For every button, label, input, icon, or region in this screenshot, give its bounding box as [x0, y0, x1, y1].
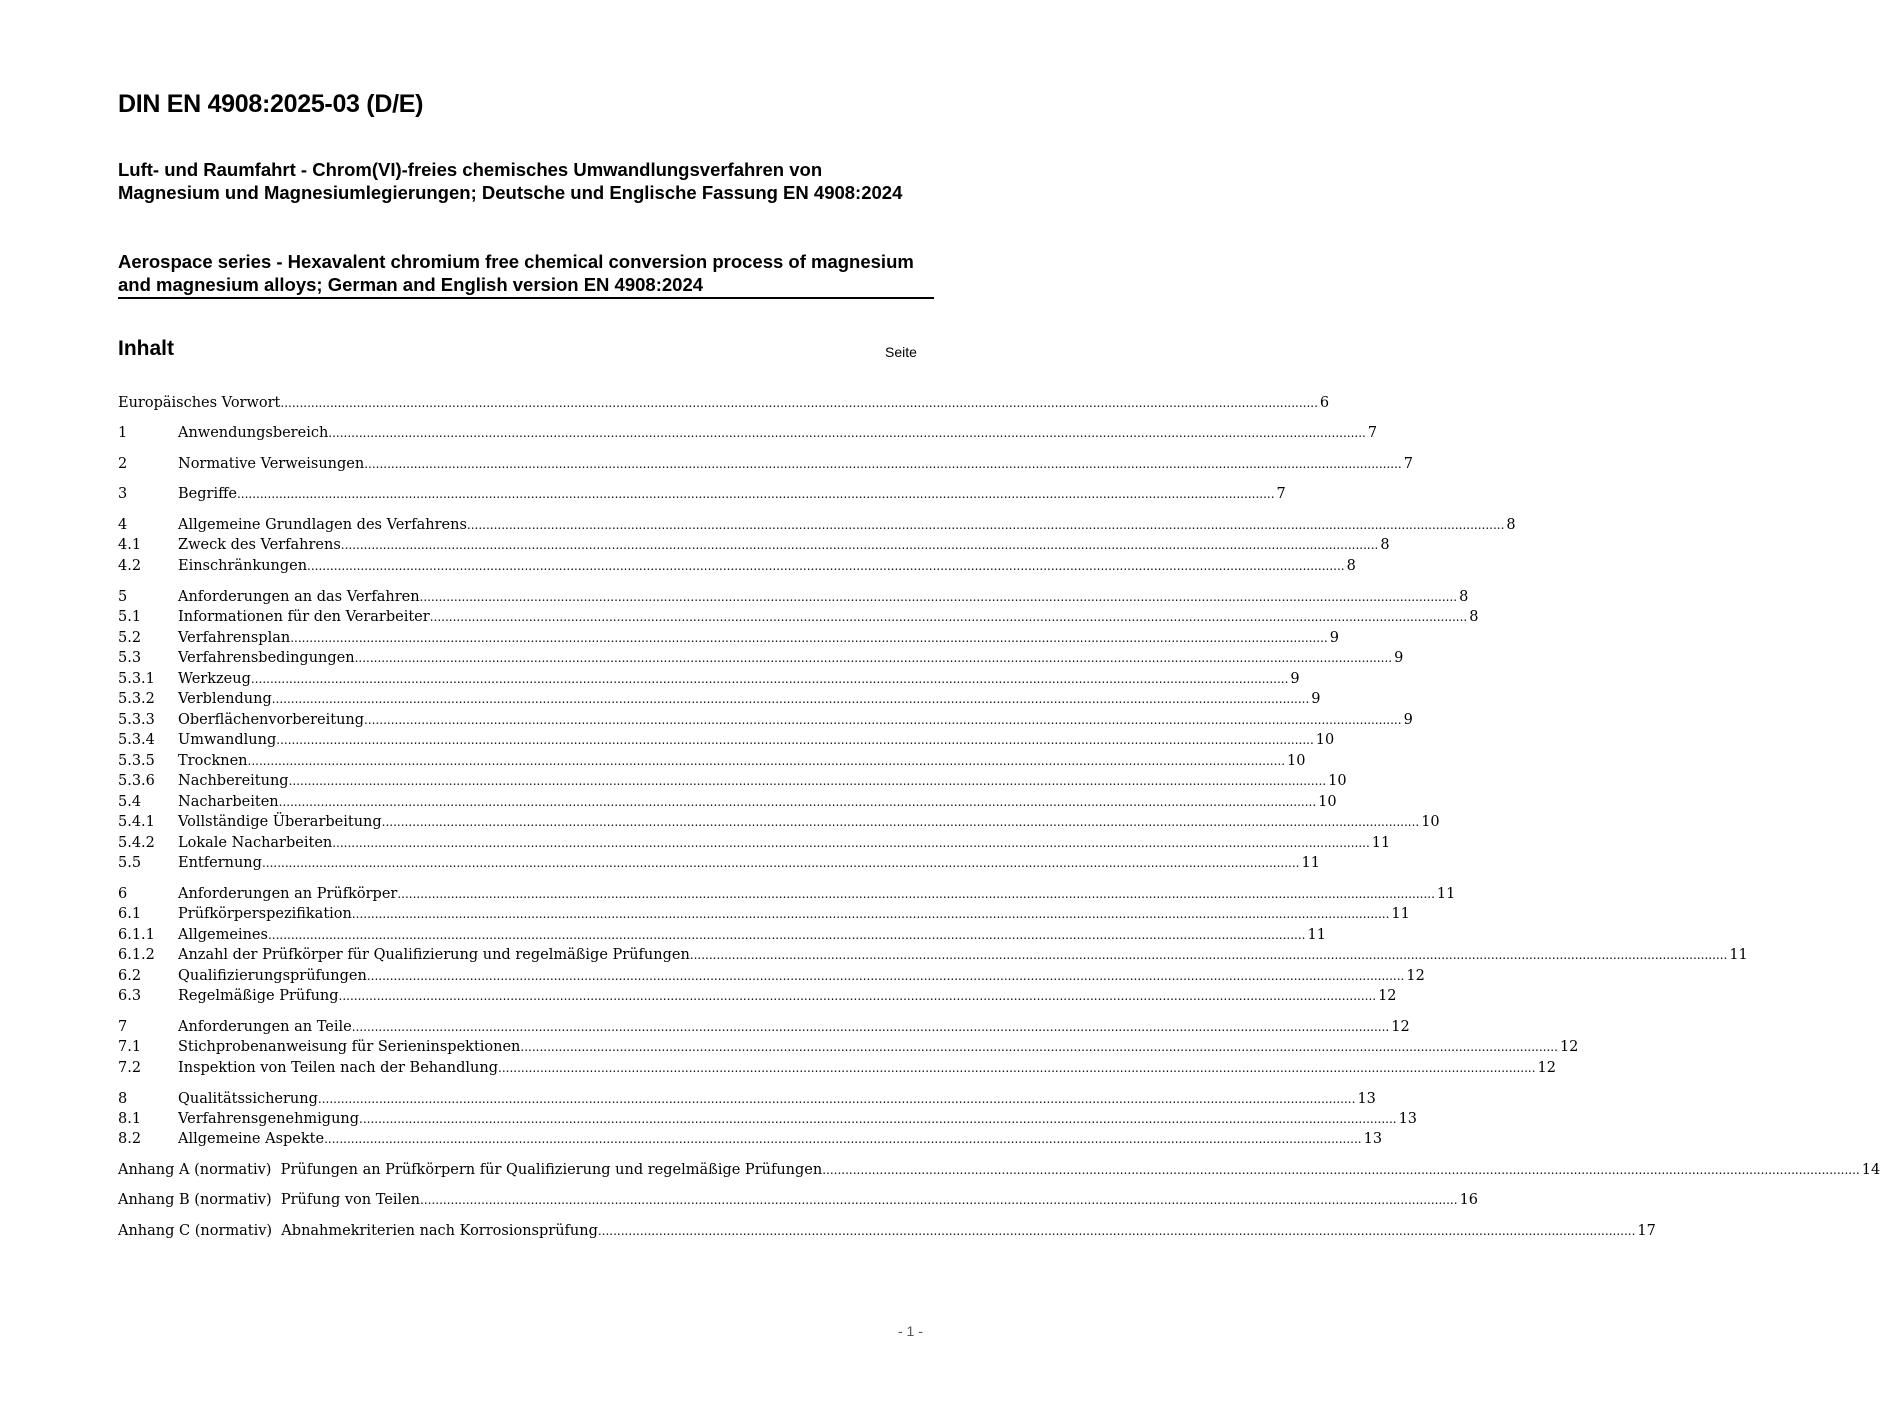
toc-entry-page: 17 [1637, 1223, 1656, 1239]
toc-entry-number: 7.1 [118, 1039, 142, 1055]
toc-entry-title: Anhang B (normativ) Prüfung von Teilen [118, 1192, 421, 1208]
toc-dot-leader [352, 904, 1390, 924]
toc-entry-number: 1 [118, 425, 128, 441]
toc-entry-page: 11 [1307, 927, 1326, 943]
toc-entry-page: 11 [1391, 906, 1410, 922]
toc-entry[interactable] [118, 1109, 1418, 1129]
toc-entry-page: 9 [1329, 630, 1339, 646]
toc-entry-title: Verfahrensbedingungen [178, 650, 355, 666]
toc-entry[interactable] [118, 925, 1326, 945]
toc-entry[interactable] [118, 556, 1356, 576]
toc-entry[interactable] [118, 689, 1321, 709]
toc-entry-title: Allgemeine Aspekte [178, 1131, 325, 1147]
toc-entry[interactable] [118, 393, 1330, 413]
toc-entry[interactable] [118, 535, 1390, 555]
toc-dot-leader [280, 393, 1318, 413]
toc-entry-number: 6 [118, 886, 128, 902]
toc-entry-page: 8 [1506, 517, 1516, 533]
toc-dot-leader [237, 484, 1275, 504]
toc-dot-leader [364, 710, 1402, 730]
toc-dot-leader [690, 945, 1728, 965]
toc-entry-page: 16 [1459, 1192, 1479, 1208]
toc-dot-leader [355, 648, 1393, 668]
title-english: Aerospace series - Hexavalent chromium free chemical conversion process of magnesium and magnesium alloys; German and English version EN 4908:2024 [118, 251, 914, 295]
toc-entry-title: Vollständige Überarbeitung [178, 814, 382, 830]
toc-entry[interactable] [118, 904, 1410, 924]
toc-entry-title: Normative Verweisungen [178, 456, 365, 472]
toc-entry-title: Verblendung [178, 691, 272, 707]
toc-entry[interactable] [118, 628, 1339, 648]
toc-entry-title: Qualitätssicherung [178, 1091, 318, 1107]
toc-dot-leader [341, 535, 1379, 555]
toc-entry-page: 14 [1861, 1162, 1880, 1178]
toc-entry-title: Informationen für den Verarbeiter [178, 609, 430, 625]
toc-entry[interactable] [118, 812, 1440, 832]
toc-dot-leader [430, 607, 1468, 627]
toc-dot-leader [364, 454, 1402, 474]
toc-entry-page: 10 [1328, 773, 1347, 789]
toc-entry[interactable] [118, 771, 1347, 791]
toc-entry-number: 5.2 [118, 630, 142, 646]
toc-entry[interactable] [118, 966, 1425, 986]
toc-entry-number: 5.3.3 [118, 712, 155, 728]
toc-dot-leader [307, 556, 1345, 576]
toc-dot-leader [397, 884, 1435, 904]
toc-dot-leader [420, 1190, 1458, 1210]
toc-entry-title: Trocknen [178, 753, 248, 769]
toc-entry[interactable] [118, 1017, 1410, 1037]
toc-entry-number: 6.2 [118, 968, 142, 984]
toc-entry-page: 12 [1378, 988, 1397, 1004]
toc-entry[interactable] [118, 884, 1456, 904]
toc-entry-page: 9 [1403, 712, 1413, 728]
toc-entry-number: 7 [118, 1019, 128, 1035]
toc-entry[interactable] [118, 710, 1413, 730]
toc-dot-leader [328, 423, 1366, 443]
toc-entry-number: 5.5 [118, 855, 142, 871]
toc-entry-title: Anforderungen an Teile [178, 1019, 352, 1035]
toc-entry-number: 3 [118, 486, 128, 502]
toc-entry-number: 5.4.1 [118, 814, 155, 830]
toc-entry[interactable] [118, 648, 1404, 668]
toc-entry-page: 13 [1398, 1111, 1418, 1127]
toc-entry-number: 5 [118, 589, 128, 605]
title-divider [118, 297, 934, 299]
toc-entry-title: Verfahrensgenehmigung [178, 1111, 360, 1127]
toc-entry-page: 7 [1276, 486, 1286, 502]
toc-entry-title: Anforderungen an das Verfahren [178, 589, 420, 605]
toc-entry-title: Oberflächenvorbereitung [178, 712, 365, 728]
toc-dot-leader [598, 1221, 1636, 1241]
toc-entry-title: Zweck des Verfahrens [178, 537, 341, 553]
toc-entry-number: 5.1 [118, 609, 142, 625]
toc-entry-number: 5.3.4 [118, 732, 155, 748]
toc-entry[interactable] [118, 669, 1300, 689]
toc-entry-title: Anforderungen an Prüfkörper [178, 886, 398, 902]
toc-entry-page: 10 [1315, 732, 1335, 748]
toc-entry-title: Europäisches Vorwort [118, 395, 281, 411]
toc-dot-leader [822, 1160, 1860, 1180]
toc-entry-number: 8.1 [118, 1111, 142, 1127]
toc-dot-leader [332, 833, 1370, 853]
toc-dot-leader [262, 853, 1300, 873]
toc-entry-page: 8 [1469, 609, 1479, 625]
toc-dot-leader [420, 587, 1458, 607]
toc-entry-page: 9 [1290, 671, 1300, 687]
toc-entry-page: 7 [1403, 456, 1413, 472]
toc-entry-page: 12 [1559, 1039, 1579, 1055]
toc-entry[interactable] [118, 607, 1479, 627]
toc-entry-title: Lokale Nacharbeiten [178, 835, 333, 851]
toc-entry-number: 8.2 [118, 1131, 142, 1147]
toc-dot-leader [367, 966, 1405, 986]
toc-dot-leader [289, 771, 1327, 791]
toc-entry-number: 4 [118, 517, 128, 533]
toc-entry-page: 11 [1729, 947, 1748, 963]
toc-entry-number: 6.1.1 [118, 927, 155, 943]
toc-dot-leader [251, 669, 1289, 689]
toc-entry-page: 7 [1367, 425, 1378, 441]
toc-entry-page: 11 [1436, 886, 1456, 902]
toc-entry[interactable] [118, 730, 1335, 750]
toc-entry-title: Umwandlung [178, 732, 277, 748]
toc-entry-title: Prüfkörperspezifikation [178, 906, 352, 922]
toc-heading: Inhalt [118, 337, 174, 360]
toc-entry[interactable] [118, 945, 1748, 965]
toc-entry-page: 9 [1394, 650, 1404, 666]
toc-entry-number: 7.2 [118, 1060, 142, 1076]
toc-entry[interactable] [118, 792, 1337, 812]
toc-entry[interactable] [118, 1190, 1479, 1210]
toc-entry-number: 5.3 [118, 650, 142, 666]
toc-entry-page: 10 [1318, 794, 1337, 810]
toc-entry-title: Inspektion von Teilen nach der Behandlung [178, 1060, 498, 1076]
toc-dot-leader [318, 1089, 1356, 1109]
toc-entry-title: Allgemeine Grundlagen des Verfahrens [178, 517, 467, 533]
toc-entry-title: Anzahl der Prüfkörper für Qualifizierung und regelmäßige Prüfungen [178, 947, 690, 963]
footer-page-number: - 1 - [898, 1323, 923, 1339]
toc-dot-leader [279, 792, 1317, 812]
toc-entry-title: Anhang C (normativ) Abnahmekriterien nach Korrosionsprüfung [118, 1223, 598, 1239]
toc-dot-leader [339, 986, 1377, 1006]
toc-entry-number: 4.1 [118, 537, 142, 553]
toc-entry[interactable] [118, 986, 1397, 1006]
toc-dot-leader [248, 751, 1286, 771]
toc-entry-page: 13 [1357, 1091, 1376, 1107]
toc-entry-page: 6 [1319, 395, 1330, 411]
toc-entry-page: 12 [1391, 1019, 1410, 1035]
toc-entry-title: Regelmäßige Prüfung [178, 988, 339, 1004]
toc-entry-title: Anhang A (normativ) Prüfungen an Prüfkörpern für Qualifizierung und regelmäßige Prüfungen [118, 1162, 823, 1178]
toc-entry-page: 9 [1311, 691, 1321, 707]
toc-entry-number: 6.1 [118, 906, 142, 922]
toc-entry-title: Werkzeug [178, 671, 251, 687]
toc-entry-title: Nacharbeiten [178, 794, 279, 810]
toc-entry[interactable] [118, 587, 1469, 607]
title-german: Luft- und Raumfahrt - Chrom(VI)-freies chemisches Umwandlungsverfahren von Magnesium und Magnesiumlegierungen; Deutsche und Englische Fassung EN 4908:2024 [118, 159, 903, 203]
toc-entry-title: Einschränkungen [178, 558, 308, 574]
toc-dot-leader [290, 628, 1328, 648]
toc-entry-page: 8 [1346, 558, 1356, 574]
toc-dot-leader [352, 1017, 1390, 1037]
toc-dot-leader [359, 1109, 1397, 1129]
toc-entry-title: Qualifizierungsprüfungen [178, 968, 367, 984]
toc-entry[interactable] [118, 454, 1413, 474]
toc-entry-page: 10 [1421, 814, 1440, 830]
toc-page-column-label: Seite [885, 344, 917, 360]
toc-entry-title: Begriffe [178, 486, 237, 502]
toc-dot-leader [272, 689, 1310, 709]
document-id: DIN EN 4908:2025-03 (D/E) [118, 90, 424, 118]
toc-dot-leader [268, 925, 1306, 945]
toc-entry[interactable] [118, 515, 1516, 535]
toc-entry[interactable] [118, 1089, 1376, 1109]
toc-entry-title: Verfahrensplan [178, 630, 291, 646]
toc-dot-leader [467, 515, 1505, 535]
toc-entry[interactable] [118, 833, 1391, 853]
toc-entry[interactable] [118, 1037, 1579, 1057]
toc-entry-number: 2 [118, 456, 128, 472]
toc-entry-number: 5.3.2 [118, 691, 155, 707]
toc-entry-title: Allgemeines [178, 927, 268, 943]
toc-entry[interactable] [118, 1058, 1556, 1078]
toc-entry-page: 8 [1459, 589, 1469, 605]
toc-entry[interactable] [118, 751, 1306, 771]
toc-entry[interactable] [118, 484, 1286, 504]
toc-entry-page: 12 [1537, 1060, 1556, 1076]
toc-entry-number: 5.3.1 [118, 671, 155, 687]
toc-entry-page: 10 [1287, 753, 1306, 769]
toc-entry-page: 12 [1406, 968, 1425, 984]
toc-entry-number: 5.3.5 [118, 753, 155, 769]
toc-entry-page: 13 [1363, 1131, 1383, 1147]
toc-entry[interactable] [118, 423, 1378, 443]
toc-entry[interactable] [118, 1160, 1880, 1180]
toc-dot-leader [498, 1058, 1536, 1078]
toc-entry-number: 8 [118, 1091, 128, 1107]
toc-entry[interactable] [118, 853, 1320, 873]
toc-entry-title: Nachbereitung [178, 773, 289, 789]
toc-entry[interactable] [118, 1221, 1656, 1241]
toc-entry-number: 5.4.2 [118, 835, 155, 851]
toc-entry-number: 5.4 [118, 794, 142, 810]
toc-entry-title: Anwendungsbereich [178, 425, 329, 441]
toc-entry-number: 6.1.2 [118, 947, 155, 963]
toc-entry-page: 11 [1301, 855, 1320, 871]
toc-entry[interactable] [118, 1129, 1383, 1149]
toc-entry-number: 4.2 [118, 558, 142, 574]
toc-dot-leader [520, 1037, 1558, 1057]
toc-entry-page: 8 [1380, 537, 1390, 553]
toc-dot-leader [324, 1129, 1362, 1149]
toc-entry-title: Stichprobenanweisung für Serieninspektionen [178, 1039, 521, 1055]
toc-entry-number: 5.3.6 [118, 773, 155, 789]
toc-entry-title: Entfernung [178, 855, 262, 871]
toc-dot-leader [382, 812, 1420, 832]
toc-entry-number: 6.3 [118, 988, 142, 1004]
toc-entry-page: 11 [1371, 835, 1391, 851]
toc-dot-leader [276, 730, 1314, 750]
